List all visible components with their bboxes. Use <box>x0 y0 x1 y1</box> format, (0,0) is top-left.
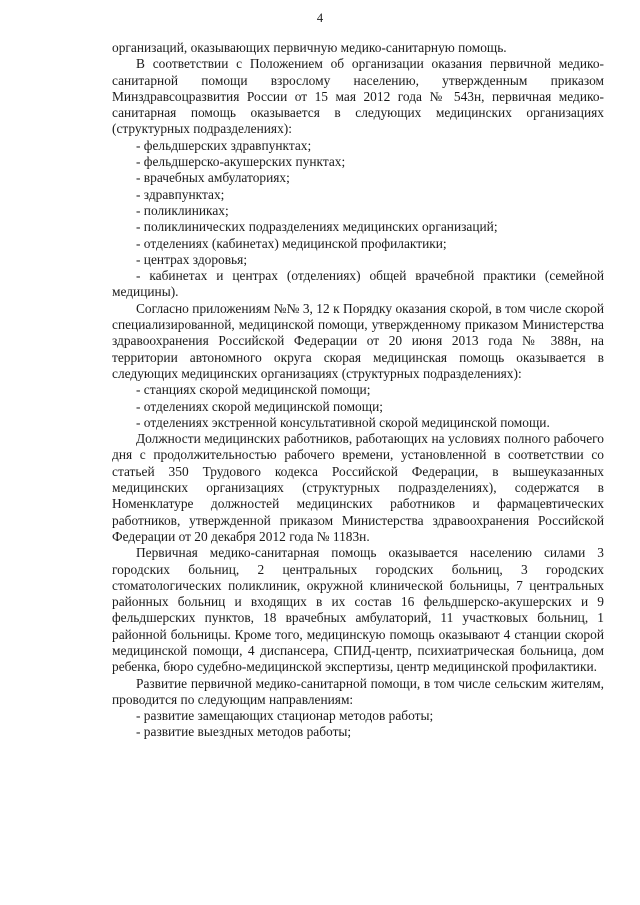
list-item: - поликлиниках; <box>136 202 229 218</box>
list-item: - отделениях экстренной консультативной скорой медицинской помощи. <box>136 414 550 430</box>
list-item: - врачебных амбулаториях; <box>136 170 290 186</box>
list-item: - центрах здоровья; <box>136 251 248 267</box>
page-number: 4 <box>316 11 324 25</box>
paragraph: Согласно приложениям №№ 3, 12 к Порядку оказания скорой, в том числе скорой специализированной, медицинской помощи, утвержденному приказом Министерства здравоохранения Российской Федерации от 20 июня 2013 года № 388н, на территории автономного округа скорая медицинская помощь оказывается в следующих медицинских организациях (структурных подразделениях): <box>112 300 604 381</box>
paragraph: организаций, оказывающих первичную медико-санитарную помощь. <box>112 40 507 55</box>
document-body <box>112 40 604 741</box>
list-item: - развитие выездных методов работы; <box>136 724 352 740</box>
list-item: - отделениях (кабинетах) медицинской профилактики; <box>136 235 447 251</box>
list-item: - фельдшерско-акушерских пунктах; <box>136 154 346 170</box>
list-item: - здравпунктах; <box>136 186 225 202</box>
paragraph: В соответствии с Положением об организации оказания первичной медико-санитарной помощи взрослому населению, утвержденным приказом Минздравсоцразвития России от 15 мая 2012 года № 543н, первичная медико-санитарная помощь оказывается в следующих медицинских организациях (структурных подразделениях): <box>112 56 604 137</box>
list-item: - поликлинических подразделениях медицинских организаций; <box>136 219 498 235</box>
list-item: - отделениях скорой медицинской помощи; <box>136 398 383 414</box>
list-item: - развитие замещающих стационар методов работы; <box>136 708 434 724</box>
paragraph: Первичная медико-санитарная помощь оказывается населению силами 3 городских больниц, 2 центральных городских больниц, 3 городских стоматологических поликлиник, окружной клинической больницы, 7 центральных районных больниц и входящих в их состав 16 фельдшерско-акушерских и 9 фельдшерских пунктов, 18 врачебных амбулаторий, 11 участковых больниц, 1 районной больницы. Кроме того, медицинскую помощь оказывают 4 станции скорой медицинской помощи, 4 диспансера, СПИД-центр, психиатрическая больница, дом ребенка, бюро судебно-медицинской экспертизы, центр медицинской профилактики. <box>112 545 604 675</box>
paragraph: Должности медицинских работников, работающих на условиях полного рабочего дня с продолжительностью рабочего времени, установленной в соответствии со статьей 350 Трудового кодекса Российской Федерации, в вышеуказанных медицинских организациях (структурных подразделениях), содержатся в Номенклатуре должностей медицинских работников и фармацевтических работников, утвержденной приказом Министерства здравоохранения Российской Федерации от 20 декабря 2012 года № 1183н. <box>112 431 604 544</box>
paragraph: Развитие первичной медико-санитарной помощи, в том числе сельским жителям, проводится по следующим направлениям: <box>112 675 604 707</box>
list-item: - фельдшерских здравпунктах; <box>136 137 312 153</box>
list-item: - станциях скорой медицинской помощи; <box>136 382 371 398</box>
list-item: - кабинетах и центрах (отделениях) общей врачебной практики (семейной медицины). <box>112 268 604 300</box>
